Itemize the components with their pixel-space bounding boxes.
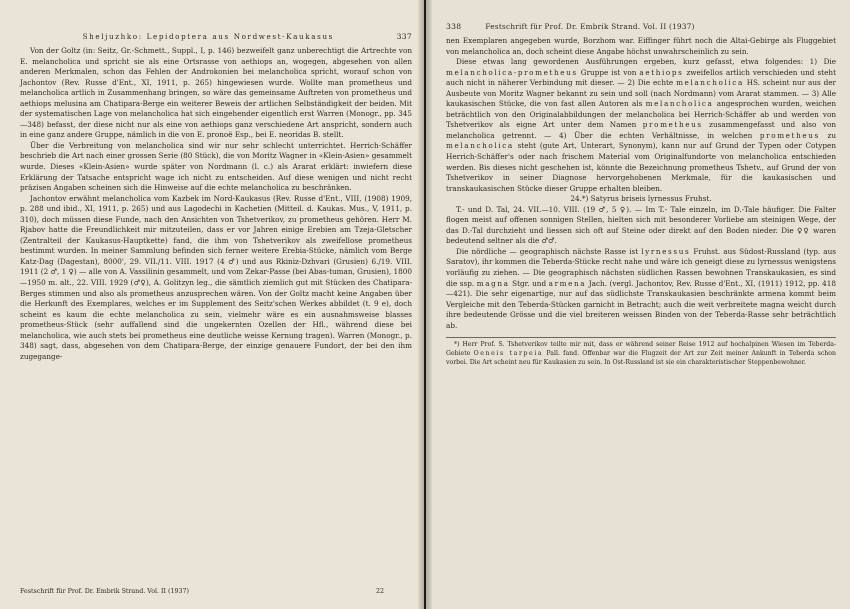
book-gutter: [418, 0, 432, 609]
left-running-title: Sheljuzhko: Lepidoptera aus Nordwest-Kaukasus: [82, 32, 334, 41]
text-run: angesprochen wurden, weichen beträchtlich von den Originalabbildungen der melancholica bei Herrich-Schäffer ab und werden von Tshetverikov als eigne Art unter dem Namen: [446, 99, 836, 130]
right-page-body: [446, 36, 836, 331]
spaced-taxon: melancholica-prometheus: [446, 67, 578, 77]
left-page-footer: [20, 588, 384, 595]
left-page: [0, 0, 424, 609]
spaced-taxon: prometheus: [642, 120, 703, 130]
section-heading: 24.*) Satyrus briseis lyrnessus Fruhst.: [570, 194, 712, 204]
spaced-taxon: magna: [476, 278, 510, 288]
left-page-header: [20, 32, 412, 41]
right-page-number: 338: [446, 22, 462, 31]
right-page-header: [446, 22, 836, 31]
spaced-taxon: armena: [548, 278, 587, 288]
right-page: [426, 0, 850, 609]
text-run: Fruhst. aus Südost-Russland (typ. aus Saratov), ihr kommen die Teberda-Stücke recht nahe und wäre ich geneigt diese zu lyrnessus wenigstens vorläufig zu ziehen. — Die geographisch nächsten südlichen Rassen bewohnen Transkaukasien, es sind die ssp.: [446, 246, 836, 288]
text-run: Jach. (vergl. Jachontov, Rev. Russe d'Ent., XI, (1911) 1912, pp. 418—421). Die sehr eigenartige, nur auf das südlichste Transkaukasien beschränkte armena kommt beim Vergleiche mit den Teberda-Stücken garnicht in Betracht; auch die weit verbreitete magna weicht durch ihre bedeutende Grösse und die viel breiteren weissen Binden von der Teberda-Rasse sehr beträchtlich ab.: [446, 278, 837, 330]
spaced-taxon: melancholica: [645, 99, 714, 109]
spaced-taxon: melancholica: [446, 141, 514, 151]
footnote: [446, 337, 836, 367]
footer-journal-title: Festschrift für Prof. Dr. Embrik Strand. Vol. II (1937): [20, 588, 189, 595]
paragraph: [446, 57, 836, 194]
paragraph: Von der Goltz (in: Seitz, Gr.-Schmett., Suppl., I, p. 146) bezweifelt ganz unberechtigt die Artrechte von E. melancholica und spricht sie als eine Ortsrasse von aethiops an, wogegen, abgesehen von allen anderen Merkmalen, schon das Fehlen der Androkonien bei melancholica spricht, worauf schon von Jachontov (Rev. Russe d'Ent., XI, 1911, p. 265) hingewiesen wurde. Wollte man prometheus und melancholica artlich in Zusammenhang bringen, so wäre das gemeinsame Auftreten von prometheus und aethiops melusina am Chatipara-Berge ein weiterer Beweis der artlichen Selbständigkeit der beiden. Mit der systematischen Lage von melancholica hat sich eingehender eigentlich erst Warren (Monogr., pp. 345—348) befasst, der diese nicht nur als eine von aethiops ganz verschiedene Art anspricht, sondern auch in eine ganz andere Gruppe, nämlich in die von E. pronoë Esp., bei E. neoridas B. stellt.: [20, 46, 412, 140]
paragraph: [446, 247, 836, 331]
text-run: Die nördliche — geographisch nächste Rasse ist: [456, 246, 642, 256]
left-page-body: [20, 46, 412, 362]
paragraph: Über die Verbreitung von melancholica sind wir nur sehr schlecht unterrichtet. Herrich-Schäffer beschrieb die Art nach einer grossen Serie (80 Stück), die von Moritz Wagner in «Klein-Asien» gesammelt wurde. Dieses «Klein-Asien» wurde später von Nordmann (l. c.) als Ararat erklärt: inwiefern diese Erklärung der Tatsache entspricht wage ich nicht zu entscheiden. Auf diese wenigen und nicht recht präzisen Angaben scheinen sich die Hinweise auf die echte melancholica zu beschränken.: [20, 140, 412, 193]
text-run: zusammengefasst und also von melancholica getrennt. — 4) Über die echten Verhältnisse, in welchen: [446, 120, 836, 140]
text-run: HS. scheint nur aus der Ausbeute von Moritz Wagner bekannt zu sein und soll (nach Nordmann) vom Ararat stammen. — 3) Alle kaukasischen Stücke, die von fast allen Autoren als: [446, 78, 836, 109]
spaced-taxon: melancholica: [676, 78, 744, 88]
text-run: Stgr. und: [509, 278, 549, 288]
text-run: Pall. fand. Offenbar war die Flugzeit der Art zur Zeit meiner Ankunft in Teberda schon vorbei. Die Art scheint neu für Kaukasien zu sein. In Ost-Russland ist sie ein charakteristischer Steppenbewohner.: [446, 349, 836, 366]
text-run: steht (gute Art, Unterart, Synonym), kann nur auf Grund der Typen oder Cotypen Herrich-Schäffer's oder nach frischem Material vom Originalfundorte von melancholica entschieden werden. Bis dieses nicht geschehen ist, könnte die Bezeichnung prometheus Tshetv., auf Grund der von Tshetverikov in seiner Diagnose hervorgehobenen Merkmale, für die kaukasischen und transkaukasischen Stücke dieser Gruppe erhalten bleiben.: [446, 141, 836, 193]
text-run: *) Herr Prof. S. Tshetverikov teilte mir mit, dass er während seiner Reise 1912 auf hochalpinen Wiesen im Teberda-Gebiete: [446, 341, 836, 357]
spaced-taxon: prometheus: [759, 130, 820, 140]
text-run: Gruppe ist von: [577, 67, 640, 77]
text-run: zweifellos artlich verschieden und steht auch nicht in näherer Verbindung mit dieser. — 2) Die echte: [446, 67, 836, 88]
spaced-taxon: Oeneis tarpeia: [473, 349, 544, 357]
paragraph: T.- und D. Tal, 24. VII.—10. VIII. (19 ♂, 5 ♀). — Im T.- Tale einzeln, im D.-Tale häufiger. Die Falter flogen meist auf offenen sonnigen Stellen, hielten sich mit besonderer Vorliebe am steinigen Wege, der das D.-Tal durchzieht und liessen sich oft auf Steine oder direkt auf den Boden nieder. Die ♀♀ waren bedeutend seltner als die ♂♂.: [446, 204, 836, 246]
text-run: Diese etwas lang gewordenen Ausführungen ergeben, kurz gefasst, etwa folgendes: 1) Die: [456, 57, 836, 67]
left-page-number: 337: [396, 32, 412, 41]
right-running-title: Festschrift für Prof. Dr. Embrik Strand. Vol. II (1937): [485, 22, 695, 31]
paragraph: nen Exemplaren angegeben wurde, Borzhom war. Eiffinger führt noch die Altai-Gebirge als Fluggebiet von melancholica an, doch scheint diese Angabe höchst unwahrscheinlich zu sein.: [446, 36, 836, 56]
spaced-taxon: aethiops: [639, 67, 684, 77]
footer-signature-number: 22: [375, 588, 384, 595]
footnote-text: [446, 341, 836, 367]
paragraph: Jachontov erwähnt melancholica vom Kazbek im Nord-Kaukasus (Rev. Russe d'Ent., VIII, (1908) 1909, p. 288 und ibid., XI, 1911, p. 265) und aus Lagodechi in Kachetien (Mitteil. d. Kaukas. Mus., V, 1911, p. 310), doch müssen diese Funde, nach den Ansichten von Tshetverikov, zu prometheus gehören. Herr M. Rjabov hatte die Freundlichkeit mir mitzuteilen, dass er vor Jahren einige Erebien am Tzeja-Gletscher (Zentralteil der Kaukasus-Hauptkette) fand, die ihm von Tshetverikov als zweifellose prometheus bestimmt wurden. In meiner Sammlung befinden sich ferner weitere Erebia-Stücke, nämlich vom Berge Katz-Dag (Dagestan), 8000', 29. VII./11. VIII. 1917 (4 ♂) und aus Rkiniz-Dzhvari (Grusien) 6./19. VIII. 1911 (2 ♂, 1 ♀) — alle von A. Vassilinin gesammelt, und vom Zekar-Passe (bei Abas-tuman, Grusien), 1800—1950 m. alt., 22. VIII. 1929 (♂♀), A. Golitzyn leg., die sämtlich ziemlich gut mit Stücken des Chatipara-Berges stimmen und also als prometheus anzusprechen wären. Von der Goltz macht keine Angaben über die Herkunft des Exemplares, welches er im Supplement des Seitz'schen Werkes abbildet (t. 9 e), doch scheint es kaum die echte melancholica zu sein, vielmehr wäre es ein ausnahmsweise blasses prometheus-Stück (sehr auffallend sind die ungekernten Ozellen der Hfl., während diese bei melancholica, wie auch stets bei prometheus eine deutliche weisse Kernung tragen). Warren (Monogr., p. 348) sagt, dass, abgesehen von dem Chatipara-Berge, der einzige genauere Fundort, der bei den ihm zugegange-: [20, 193, 412, 361]
text-run: zu: [819, 130, 836, 140]
spaced-taxon: lyrnessus: [641, 246, 691, 256]
